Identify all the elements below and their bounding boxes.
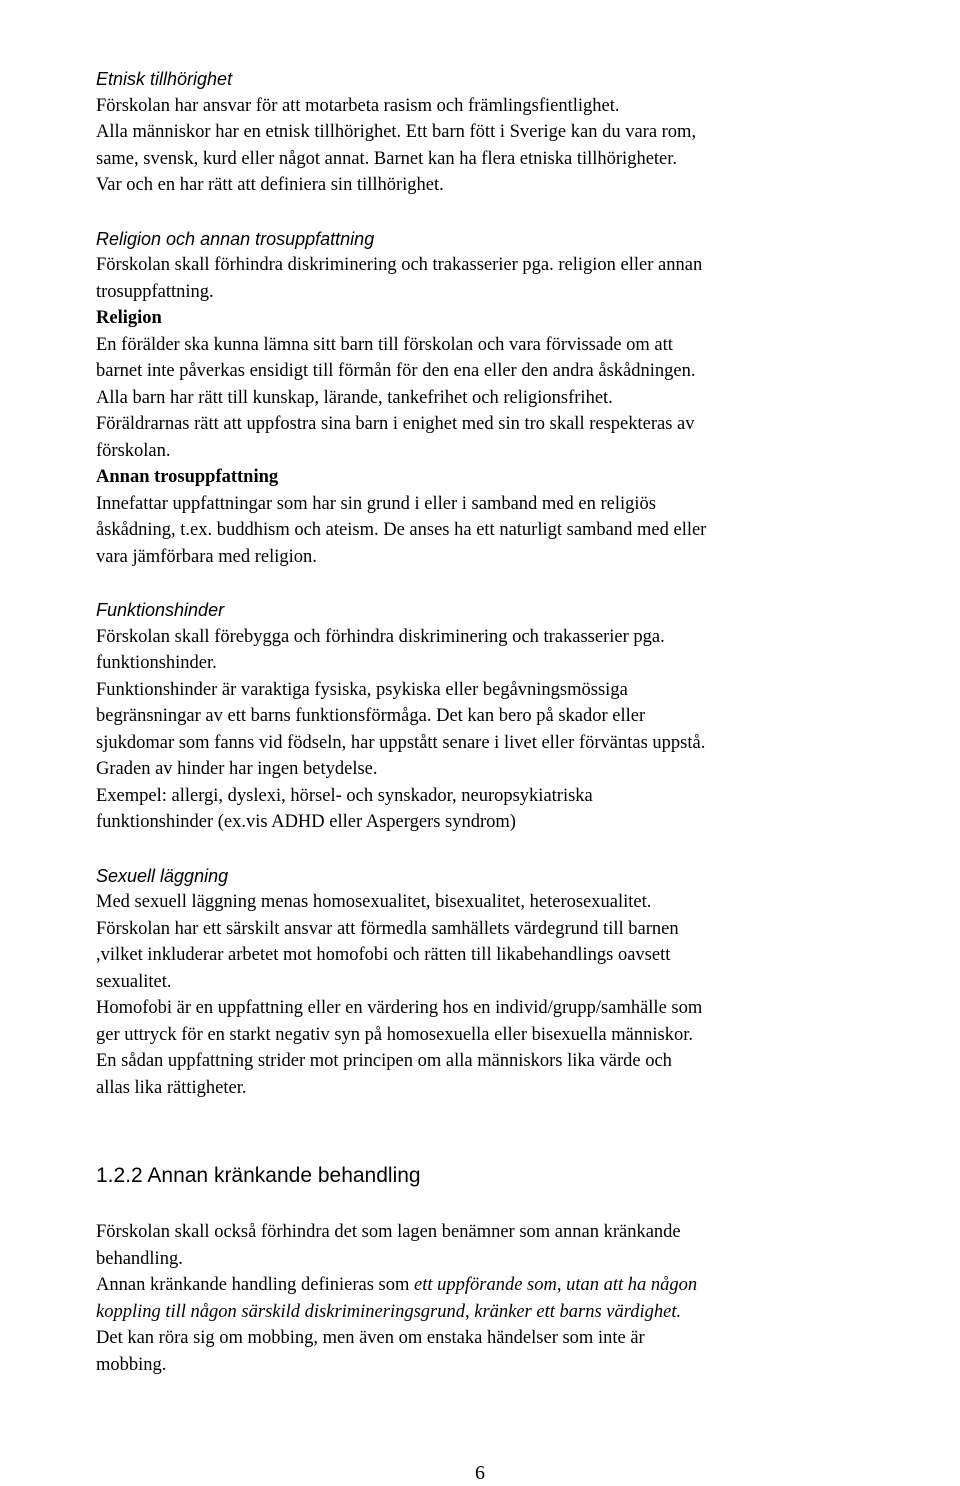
text-line: funktionshinder (ex.vis ADHD eller Aspergers syndrom) (96, 812, 516, 832)
page-content (96, 66, 876, 1378)
emphasis-text: koppling till någon särskild diskrimineringsgrund, kränker ett barns värdighet. (96, 1301, 682, 1322)
text-line: behandling. (96, 1248, 183, 1269)
text-line: Förskolan skall förhindra diskriminering och trakasserier pga. religion eller annan (96, 255, 703, 275)
emphasis-text: ett uppförande som, utan att ha någon (414, 1275, 698, 1295)
text-line (96, 1272, 876, 1299)
section-religion (96, 226, 876, 571)
text-line: ,vilket inkluderar arbetet mot homofobi och rätten till likabehandlings oavsett (96, 945, 671, 965)
text-line: mobbing. (96, 1354, 167, 1375)
text-line: same, svensk, kurd eller något annat. Barnet kan ha flera etniska tillhörigheter. (96, 148, 678, 169)
heading-funktionshinder: Funktionshinder (96, 600, 225, 620)
text-line: Alla människor har en etnisk tillhörighet. Ett barn fött i Sverige kan du vara rom, (96, 122, 697, 142)
text-line: Det kan röra sig om mobbing, men även om enstaka händelser som inte är (96, 1328, 645, 1348)
section-annan-krankande-behandling (96, 1161, 876, 1378)
subheading-religion: Religion (96, 308, 162, 328)
text-line: vara jämförbara med religion. (96, 546, 317, 567)
text-line: begränsningar av ett barns funktionsförmåga. Det kan bero på skador eller (96, 706, 646, 726)
heading-sexuell-laggning: Sexuell läggning (96, 865, 229, 886)
text-line: åskådning, t.ex. buddhism och ateism. De anses ha ett naturligt samband med eller (96, 520, 707, 540)
text-line: Förskolan har ansvar för att motarbeta rasism och främlingsfientlighet. (96, 95, 620, 116)
text-line: Förskolan skall förebygga och förhindra diskriminering och trakasserier pga. (96, 626, 665, 647)
text-line: En sådan uppfattning strider mot principen om alla människors lika värde och (96, 1051, 672, 1071)
text-line: Homofobi är en uppfattning eller en värdering hos en individ/grupp/samhälle som (96, 998, 703, 1018)
section-sexuell-laggning (96, 863, 876, 1102)
text-line: Funktionshinder är varaktiga fysiska, psykiska eller begåvningsmössiga (96, 679, 628, 700)
text-line: allas lika rättigheter. (96, 1077, 247, 1098)
text-line: sjukdomar som fanns vid födseln, har uppstått senare i livet eller förväntas uppstå. (96, 732, 706, 753)
section-funktionshinder (96, 597, 876, 836)
text-line: trosuppfattning. (96, 281, 214, 302)
text-run: Annan kränkande handling definieras som (96, 1275, 415, 1295)
text-line: funktionshinder. (96, 653, 217, 673)
heading-etnisk: Etnisk tillhörighet (96, 69, 233, 89)
text-line: Alla barn har rätt till kunskap, lärande, tankefrihet och religionsfrihet. (96, 387, 613, 408)
text-line: Innefattar uppfattningar som har sin grund i eller i samband med en religiös (96, 493, 656, 514)
heading-religion-trosuppfattning: Religion och annan trosuppfattning (96, 228, 375, 249)
text-line: Graden av hinder har ingen betydelse. (96, 759, 378, 779)
text-line: Förskolan har ett särskilt ansvar att förmedla samhällets värdegrund till barnen (96, 918, 679, 939)
text-line: Exempel: allergi, dyslexi, hörsel- och synskador, neuropsykiatriska (96, 785, 593, 806)
text-line: ger uttryck för en starkt negativ syn på homosexuella eller bisexuella människor. (96, 1024, 693, 1045)
text-line: Med sexuell läggning menas homosexualitet, bisexualitet, heterosexualitet. (96, 892, 652, 912)
text-line (96, 1299, 876, 1326)
section-heading-1-2-2: 1.2.2 Annan kränkande behandling (96, 1164, 421, 1187)
text-line: sexualitet. (96, 971, 172, 992)
text-line: En förälder ska kunna lämna sitt barn till förskolan och vara förvissade om att (96, 334, 673, 355)
page-number: 6 (475, 1462, 485, 1484)
text-line: förskolan. (96, 440, 171, 461)
text-line: Var och en har rätt att definiera sin tillhörighet. (96, 175, 444, 195)
section-etnisk (96, 66, 876, 199)
text-line: barnet inte påverkas ensidigt till förmån för den ena eller den andra åskådningen. (96, 361, 696, 381)
subheading-annan-trosuppfattning: Annan trosuppfattning (96, 467, 279, 487)
text-line: Förskolan skall också förhindra det som lagen benämner som annan kränkande (96, 1222, 681, 1242)
text-line: Föräldrarnas rätt att uppfostra sina barn i enighet med sin tro skall respekteras av (96, 414, 695, 434)
